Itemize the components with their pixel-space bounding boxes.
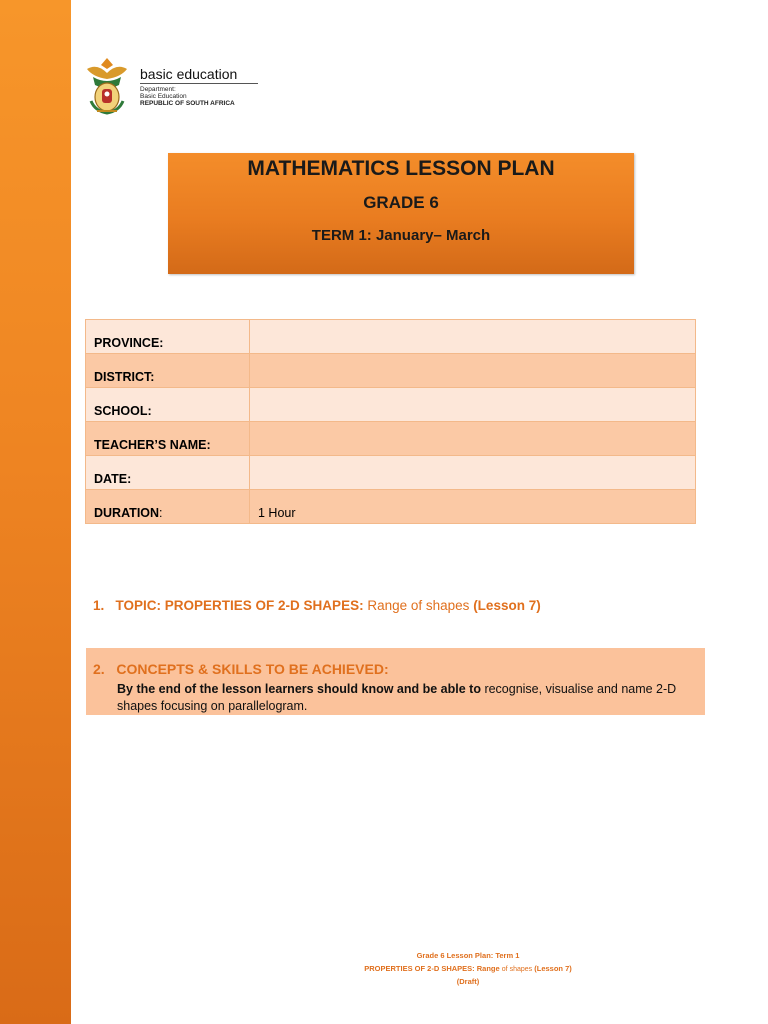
logo-brand-text: basic education bbox=[140, 66, 238, 82]
concepts-heading-text: CONCEPTS & SKILLS TO BE ACHIEVED: bbox=[116, 661, 389, 677]
teacher-name-label: TEACHER’S NAME: bbox=[86, 422, 250, 456]
logo-department-name: Basic Education bbox=[140, 93, 187, 100]
topic-detail: Range of shapes bbox=[367, 598, 470, 613]
department-logo bbox=[83, 55, 263, 117]
table-row bbox=[86, 320, 696, 354]
title-banner bbox=[168, 153, 634, 274]
footer-topic: PROPERTIES OF 2-D SHAPES: Range bbox=[364, 964, 500, 973]
footer-draft: (Draft) bbox=[456, 977, 480, 986]
document-title: MATHEMATICS LESSON PLAN bbox=[247, 157, 555, 180]
footer-lesson: (Lesson 7) bbox=[534, 964, 572, 973]
topic-label: TOPIC: PROPERTIES OF 2-D SHAPES: bbox=[115, 598, 364, 613]
teacher-name-value[interactable] bbox=[250, 422, 696, 456]
province-label: PROVINCE: bbox=[86, 320, 250, 354]
side-accent-bar bbox=[0, 0, 71, 1024]
logo-divider bbox=[140, 83, 258, 84]
footer-topic-detail: of shapes bbox=[501, 966, 533, 973]
coat-of-arms-icon bbox=[83, 55, 131, 117]
topic-number: 1. bbox=[93, 598, 105, 613]
date-label: DATE: bbox=[86, 456, 250, 490]
term-title: TERM 1: January– March bbox=[311, 227, 491, 244]
footer-line-2 bbox=[240, 963, 696, 976]
concepts-lead: By the end of the lesson learners should know and be able to bbox=[117, 682, 481, 696]
duration-label bbox=[86, 490, 250, 524]
table-row bbox=[86, 490, 696, 524]
topic-lesson: (Lesson 7) bbox=[473, 598, 541, 613]
province-value[interactable] bbox=[250, 320, 696, 354]
logo-country: REPUBLIC OF SOUTH AFRICA bbox=[140, 100, 235, 107]
table-row bbox=[86, 422, 696, 456]
school-info-table bbox=[85, 319, 696, 524]
footer-line-1: Grade 6 Lesson Plan: Term 1 bbox=[416, 951, 520, 960]
school-label: SCHOOL: bbox=[86, 388, 250, 422]
duration-label-colon: : bbox=[159, 506, 163, 520]
date-value[interactable] bbox=[250, 456, 696, 490]
concepts-text: recognise, visualise and name 2-D shapes focusing on parallelogram. bbox=[117, 682, 677, 713]
grade-title: GRADE 6 bbox=[363, 193, 439, 212]
table-row bbox=[86, 456, 696, 490]
logo-department-label: Department: bbox=[140, 86, 176, 93]
concepts-body bbox=[117, 681, 702, 715]
table-row bbox=[86, 354, 696, 388]
school-value[interactable] bbox=[250, 388, 696, 422]
district-label: DISTRICT: bbox=[86, 354, 250, 388]
concepts-section bbox=[86, 648, 705, 715]
topic-heading bbox=[93, 598, 541, 613]
concepts-number: 2. bbox=[93, 661, 105, 677]
table-row bbox=[86, 388, 696, 422]
duration-value[interactable]: 1 Hour bbox=[250, 490, 696, 524]
duration-label-text: DURATION bbox=[94, 506, 160, 520]
concepts-heading bbox=[93, 661, 389, 677]
district-value[interactable] bbox=[250, 354, 696, 388]
